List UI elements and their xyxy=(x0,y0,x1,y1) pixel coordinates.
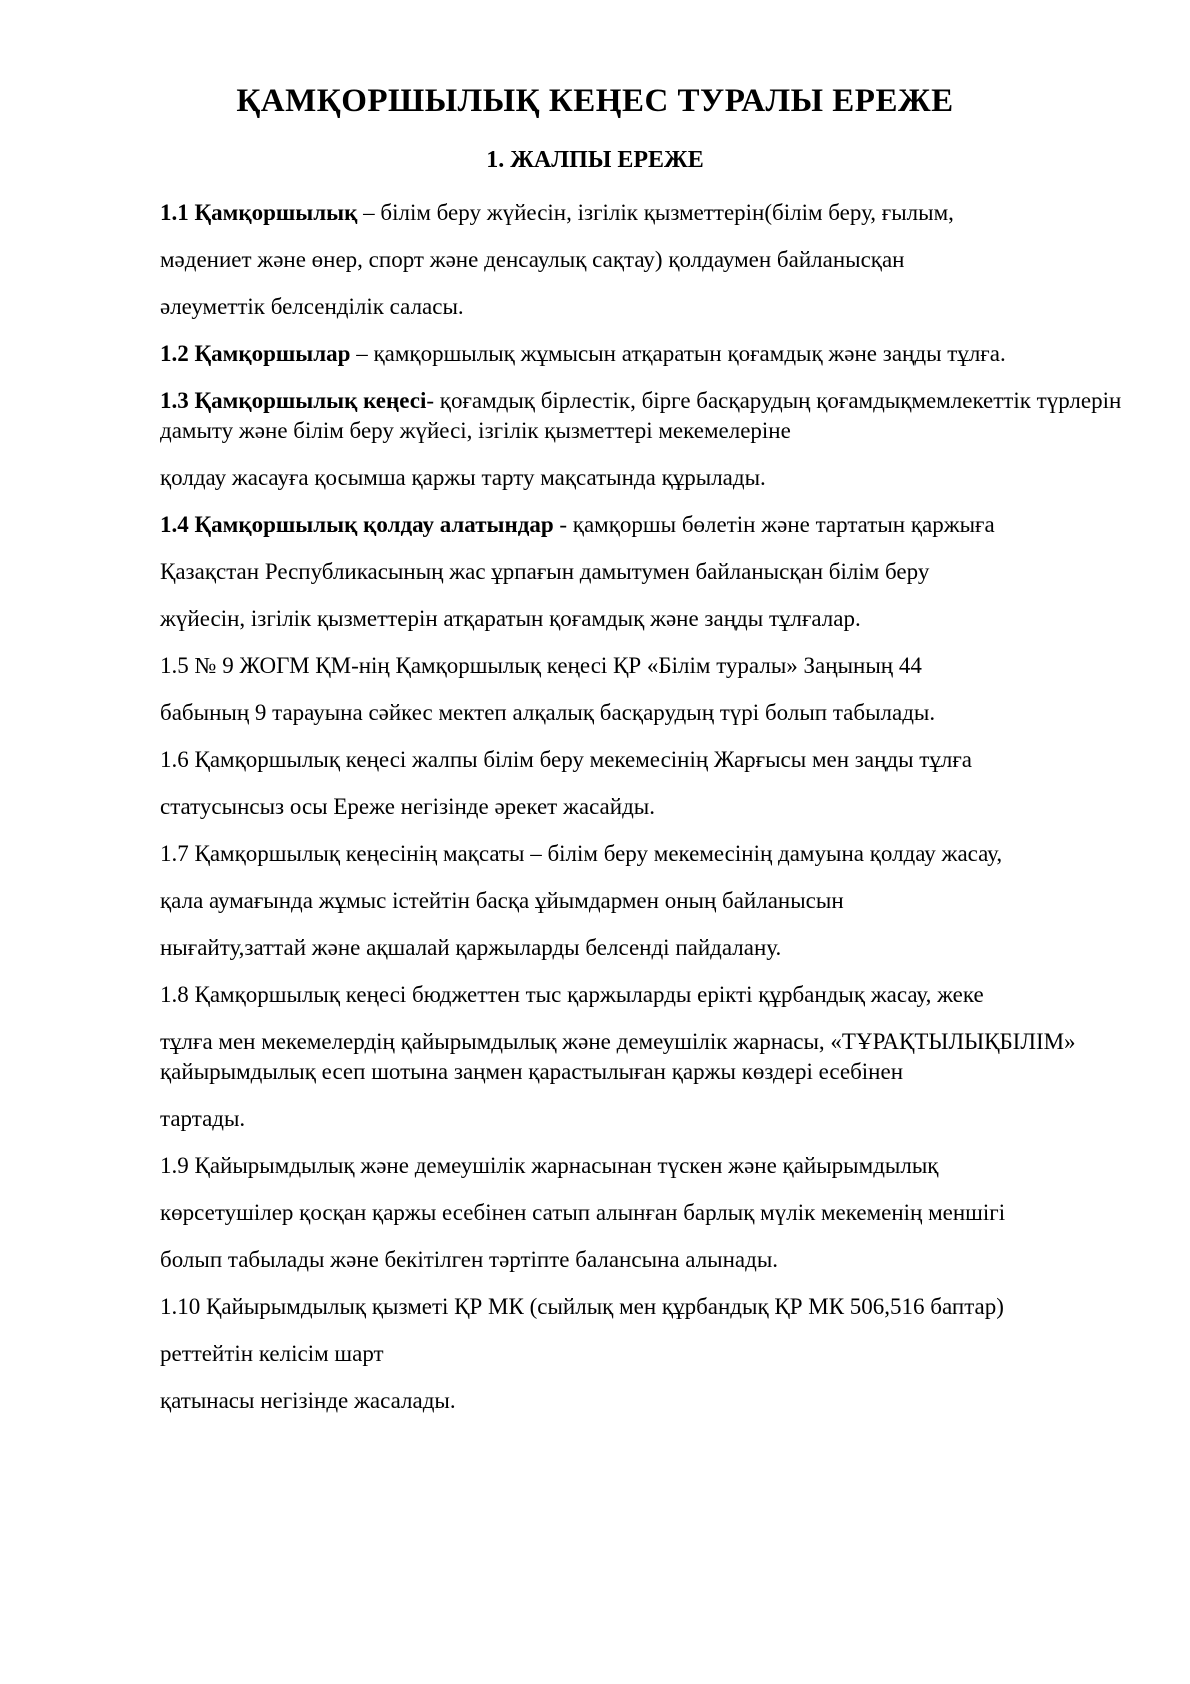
text-line-1-4-b xyxy=(160,557,1030,587)
line-regular-segment: қайырымдылық есеп шотына заңмен қарастылыған қаржы көздері есебінен xyxy=(160,1059,904,1084)
line-regular-segment: - қамқоршы бөлетін және тартатын қаржыға xyxy=(553,512,995,537)
text-line-1-1-b xyxy=(160,245,1030,275)
text-line-1-7-b xyxy=(160,886,1030,916)
line-regular-segment: реттейтін келісім шарт xyxy=(160,1341,384,1366)
text-line-1-8-b xyxy=(160,1027,1076,1057)
line-bold-segment: 1.3 Қамқоршылық кеңесі xyxy=(160,388,427,413)
text-line-1-8-d xyxy=(160,1104,1030,1134)
line-regular-segment: әлеуметтік белсенділік саласы. xyxy=(160,294,464,319)
text-line-1-10-b xyxy=(160,1339,1030,1369)
line-regular-segment: тартады. xyxy=(160,1106,246,1131)
text-line-1-1-c xyxy=(160,292,1030,322)
text-line-1-9-a xyxy=(160,1151,1030,1181)
line-regular-segment: қатынасы негізінде жасалады. xyxy=(160,1388,456,1413)
text-line-1-4-a xyxy=(160,510,1030,540)
text-line-1-9-b xyxy=(160,1198,1030,1228)
text-line-1-10-c xyxy=(160,1386,1030,1416)
line-bold-segment: 1.1 Қамқоршылық xyxy=(160,200,358,225)
text-line-1-2 xyxy=(160,339,1030,369)
section-heading: 1. ЖАЛПЫ ЕРЕЖЕ xyxy=(486,147,704,173)
line-regular-segment: дамыту және білім беру жүйесі, ізгілік қызметтері мекемелеріне xyxy=(160,418,791,443)
line-regular-segment: қолдау жасауға қосымша қаржы тарту мақсатында құрылады. xyxy=(160,465,766,490)
text-line-1-6-b xyxy=(160,792,1030,822)
line-regular-segment: 1.8 Қамқоршылық кеңесі бюджеттен тыс қаржыларды ерікті құрбандық жасау, жеке xyxy=(160,982,984,1007)
document-title: ҚАМҚОРШЫЛЫҚ КЕҢЕС ТУРАЛЫ ЕРЕЖЕ xyxy=(236,83,954,119)
text-line-1-4-c xyxy=(160,604,1030,634)
text-line-1-5-b xyxy=(160,698,1030,728)
line-regular-segment: – қамқоршылық жұмысын атқаратын қоғамдық және заңды тұлға. xyxy=(350,341,1006,366)
text-line-1-7-a xyxy=(160,839,1030,869)
text-line-1-10-a xyxy=(160,1292,1030,1322)
document-content xyxy=(160,82,1122,1416)
text-line-1-1-a xyxy=(160,198,1030,228)
document-body xyxy=(160,198,1122,1416)
line-regular-segment: тұлға мен мекемелердің қайырымдылық және демеушілік жарнасы, «ТҰРАҚТЫЛЫҚБІЛІМ» xyxy=(160,1029,1076,1054)
text-line-1-3-b xyxy=(160,416,1030,446)
line-regular-segment: 1.6 Қамқоршылық кеңесі жалпы білім беру мекемесінің Жарғысы мен заңды тұлға xyxy=(160,747,972,772)
text-line-1-7-c xyxy=(160,933,1030,963)
line-regular-segment: 1.5 № 9 ЖОГМ ҚМ-нің Қамқоршылық кеңесі ҚР «Білім туралы» Заңының 44 xyxy=(160,653,922,678)
line-regular-segment: – білім беру жүйесін, ізгілік қызметтерін(білім беру, ғылым, xyxy=(357,200,954,225)
line-regular-segment: мәдениет және өнер, спорт және денсаулық сақтау) қолдаумен байланысқан xyxy=(160,247,905,272)
line-regular-segment: нығайту,заттай және ақшалай қаржыларды белсенді пайдалану. xyxy=(160,935,782,960)
line-bold-segment: 1.2 Қамқоршылар xyxy=(160,341,351,366)
line-regular-segment: 1.7 Қамқоршылық кеңесінің мақсаты – білім беру мекемесінің дамуына қолдау жасау, xyxy=(160,841,1003,866)
text-line-1-8-c xyxy=(160,1057,1030,1087)
line-regular-segment: статусынсыз осы Ереже негізінде әрекет жасайды. xyxy=(160,794,655,819)
line-regular-segment: 1.9 Қайырымдылық және демеушілік жарнасынан түскен және қайырымдылық xyxy=(160,1153,939,1178)
text-line-1-3-c xyxy=(160,463,1030,493)
line-regular-segment: 1.10 Қайырымдылық қызметі ҚР МК (сыйлық мен құрбандық ҚР МК 506,516 баптар) xyxy=(160,1294,1004,1319)
line-regular-segment: бабының 9 тарауына сәйкес мектеп алқалық басқарудың түрі болып табылады. xyxy=(160,700,936,725)
text-line-1-6-a xyxy=(160,745,1030,775)
text-line-1-5-a xyxy=(160,651,1030,681)
text-line-1-8-a xyxy=(160,980,1030,1010)
line-regular-segment: жүйесін, ізгілік қызметтерін атқаратын қоғамдық және заңды тұлғалар. xyxy=(160,606,861,631)
line-regular-segment: болып табылады және бекітілген тәртіпте балансына алынады. xyxy=(160,1247,779,1272)
line-regular-segment: Қазақстан Республикасының жас ұрпағын дамытумен байланысқан білім беру xyxy=(160,559,930,584)
text-line-1-9-c xyxy=(160,1245,1030,1275)
line-regular-segment: көрсетушілер қосқан қаржы есебінен сатып алынған барлық мүлік мекеменің меншігі xyxy=(160,1200,1006,1225)
line-regular-segment: қала аумағында жұмыс істейтін басқа ұйымдармен оның байланысын xyxy=(160,888,844,913)
line-regular-segment: - қоғамдық бірлестік, бірге басқарудың қоғамдықмемлекеттік түрлерін xyxy=(426,388,1122,413)
line-bold-segment: 1.4 Қамқоршылық қолдау алатындар xyxy=(160,512,554,537)
text-line-1-3-a xyxy=(160,386,1122,416)
